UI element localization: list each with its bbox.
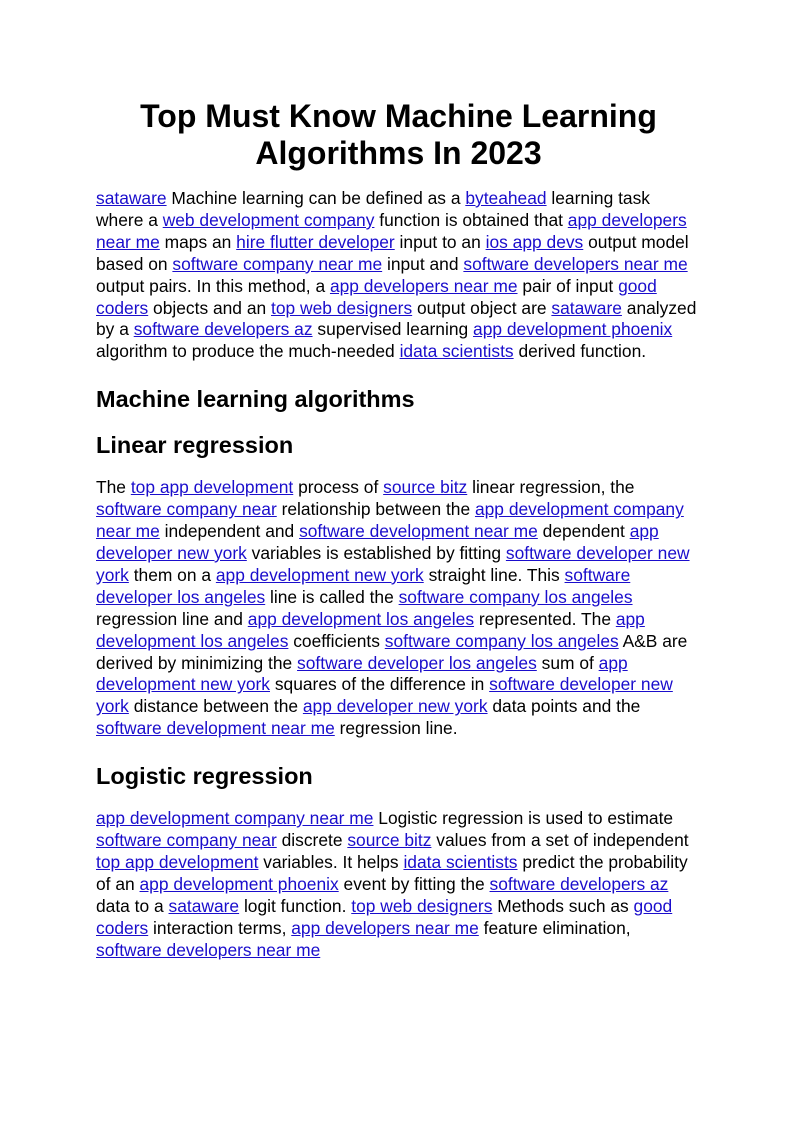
inline-link[interactable]: software development near me: [299, 521, 538, 542]
inline-link[interactable]: software development near me: [96, 718, 335, 739]
body-text: output pairs. In this method, a: [96, 275, 330, 296]
body-text: derived function.: [513, 341, 647, 362]
inline-link[interactable]: idata scientists: [403, 851, 518, 872]
body-text: sum of: [536, 652, 599, 673]
inline-link[interactable]: top web designers: [351, 895, 493, 916]
document-page: [96, 98, 701, 961]
body-text: pair of input: [517, 275, 619, 296]
inline-link[interactable]: app development new york: [96, 652, 628, 695]
body-text: Logistic regression is used to estimate: [373, 808, 674, 829]
inline-link[interactable]: sataware: [96, 188, 167, 208]
body-text: supervised learning: [312, 319, 474, 340]
linear-regression-paragraph: [96, 477, 701, 740]
body-text: The: [96, 477, 131, 498]
body-text: logit function.: [239, 895, 352, 916]
inline-link[interactable]: ios app devs: [485, 231, 584, 252]
inline-link[interactable]: idata scientists: [399, 341, 514, 362]
inline-link[interactable]: software developer los angeles: [96, 564, 631, 607]
heading-linear-regression: Linear regression: [96, 432, 294, 459]
body-text: independent and: [159, 521, 300, 542]
inline-link[interactable]: sataware: [168, 895, 240, 916]
heading-ml-algorithms: Machine learning algorithms: [96, 386, 415, 413]
inline-link[interactable]: byteahead: [465, 188, 547, 208]
inline-link[interactable]: app development new york: [215, 564, 424, 585]
inline-link[interactable]: software company near: [96, 499, 277, 520]
inline-link[interactable]: top app development: [130, 477, 294, 498]
inline-link[interactable]: app developers near me: [329, 275, 518, 296]
inline-link[interactable]: hire flutter developer: [236, 231, 395, 252]
inline-link[interactable]: top app development: [96, 851, 259, 872]
body-text: regression line and: [96, 608, 248, 629]
inline-link[interactable]: software developers az: [133, 319, 313, 340]
inline-link[interactable]: software developers near me: [463, 253, 688, 274]
inline-link[interactable]: app development phoenix: [473, 319, 673, 340]
body-text: input to an: [394, 231, 486, 252]
body-text: variables. It helps: [258, 851, 404, 872]
heading-logistic-regression: Logistic regression: [96, 763, 313, 790]
inline-link[interactable]: software developer los angeles: [297, 652, 537, 673]
inline-link[interactable]: app development los angeles: [96, 608, 645, 651]
inline-link[interactable]: good coders: [96, 895, 673, 938]
inline-link[interactable]: software developers az: [489, 873, 669, 894]
body-text: input and: [382, 253, 464, 274]
body-text: line is called the: [265, 586, 399, 607]
body-text: A&B are derived by minimizing the: [96, 630, 688, 673]
inline-link[interactable]: software company los angeles: [398, 586, 633, 607]
inline-link[interactable]: software developer new york: [96, 674, 673, 717]
body-text: algorithm to produce the much-needed: [96, 341, 400, 362]
inline-link[interactable]: good coders: [96, 275, 657, 318]
body-text: relationship between the: [276, 499, 475, 520]
inline-link[interactable]: software company near: [96, 830, 277, 851]
document-title: Top Must Know Machine Learning Algorithms In 2023: [140, 98, 657, 171]
inline-link[interactable]: software company los angeles: [384, 630, 619, 651]
body-text: output model based on: [96, 231, 689, 274]
inline-link[interactable]: source bitz: [383, 477, 468, 498]
body-text: feature elimination,: [478, 917, 631, 938]
body-text: maps an: [159, 231, 237, 252]
body-text: event by fitting the: [338, 873, 490, 894]
inline-link[interactable]: app developers near me: [96, 209, 687, 252]
body-text: them on a: [128, 564, 216, 585]
inline-link[interactable]: source bitz: [347, 830, 432, 851]
inline-link[interactable]: top web designers: [271, 297, 413, 318]
body-text: analyzed by a: [96, 297, 697, 340]
inline-link[interactable]: app developer new york: [302, 696, 488, 717]
body-text: discrete: [276, 830, 348, 851]
inline-link[interactable]: software developers near me: [96, 939, 321, 960]
body-text: regression line.: [334, 718, 458, 739]
body-text: linear regression, the: [467, 477, 635, 498]
body-text: coefficients: [288, 630, 385, 651]
body-text: predict the probability of an: [96, 851, 688, 894]
body-text: dependent: [537, 521, 630, 542]
body-text: distance between the: [128, 696, 303, 717]
body-text: function is obtained that: [374, 209, 568, 230]
inline-link[interactable]: app development phoenix: [139, 873, 339, 894]
inline-link[interactable]: software company near me: [172, 253, 383, 274]
inline-link[interactable]: sataware: [551, 297, 622, 318]
body-text: output object are: [412, 297, 552, 318]
body-text: straight line. This: [423, 564, 565, 585]
body-text: data to a: [96, 895, 169, 916]
body-text: represented. The: [474, 608, 616, 629]
body-text: learning task where a: [96, 188, 650, 230]
inline-link[interactable]: app development company near me: [96, 808, 374, 829]
inline-link[interactable]: web development company: [162, 209, 375, 230]
body-text: Machine learning can be defined as a: [166, 188, 466, 208]
intro-paragraph: [96, 188, 701, 363]
body-text: squares of the difference in: [270, 674, 490, 695]
inline-link[interactable]: app development company near me: [96, 499, 684, 542]
inline-link[interactable]: software developer new york: [96, 542, 690, 585]
logistic-regression-paragraph: [96, 808, 701, 961]
body-text: data points and the: [487, 696, 641, 717]
inline-link[interactable]: app developers near me: [291, 917, 479, 938]
body-text: Methods such as: [492, 895, 634, 916]
body-text: interaction terms,: [148, 917, 292, 938]
body-text: variables is established by fitting: [246, 542, 506, 563]
inline-link[interactable]: app developer new york: [96, 521, 659, 563]
body-text: objects and an: [148, 297, 271, 318]
inline-link[interactable]: app development los angeles: [247, 608, 475, 629]
body-text: values from a set of independent: [431, 830, 689, 851]
body-text: process of: [293, 477, 384, 498]
